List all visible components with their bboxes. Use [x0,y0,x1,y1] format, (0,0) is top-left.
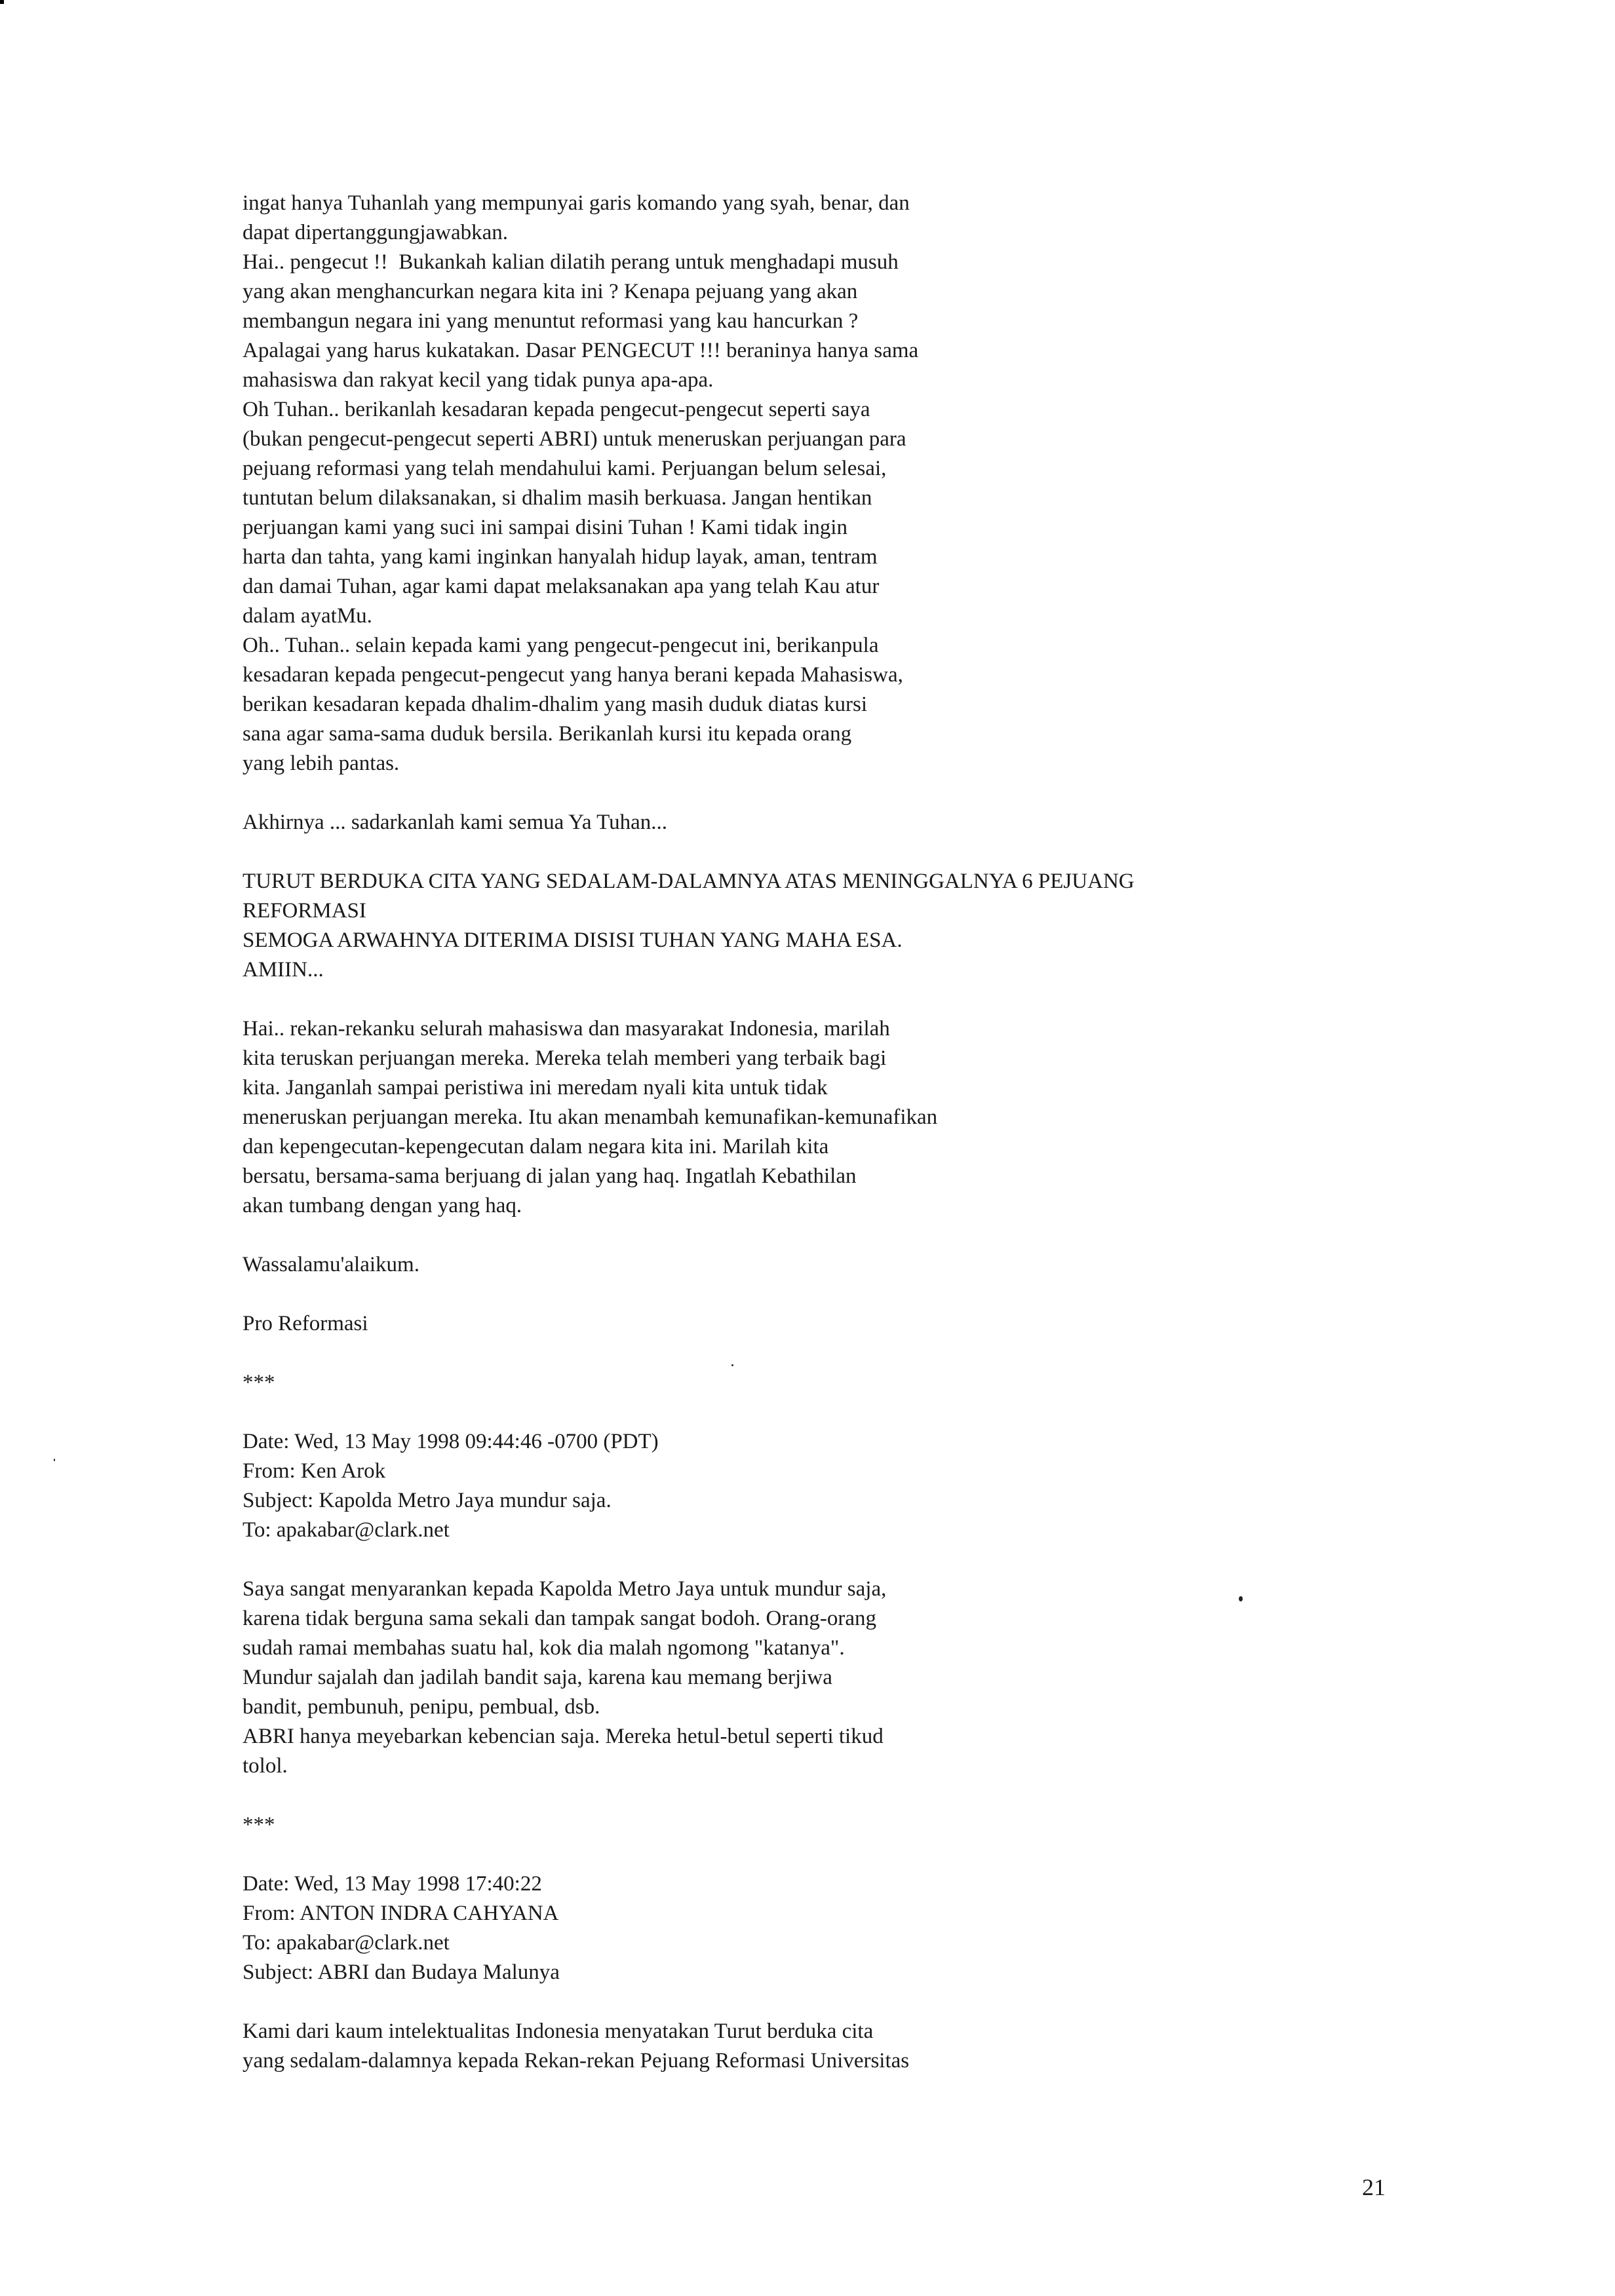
text-line: REFORMASI [243,899,366,923]
text-line: Oh.. Tuhan.. selain kepada kami yang pengecut-pengecut ini, berikanpula [243,634,879,657]
text-line: meneruskan perjuangan mereka. Itu akan menambah kemunafikan-kemunafikan [243,1105,938,1129]
text-line: TURUT BERDUKA CITA YANG SEDALAM-DALAMNYA ATAS MENINGGALNYA 6 PEJUANG [243,870,1135,893]
text-line: Date: Wed, 13 May 1998 17:40:22 [243,1872,542,1896]
text-line: karena tidak berguna sama sekali dan tampak sangat bodoh. Orang-orang [243,1607,877,1630]
paragraph-gap [243,778,1370,808]
text-line: dan kepengecutan-kepengecutan dalam negara kita ini. Marilah kita [243,1135,829,1158]
paragraph [243,1250,1370,1280]
text-line: From: ANTON INDRA CAHYANA [243,1902,559,1925]
text-line: Hai.. pengecut !! Bukankah kalian dilatih perang untuk menghadapi musuh [243,250,899,274]
paragraph [243,808,1370,837]
document-body [243,189,1370,2076]
text-line: yang akan menghancurkan negara kita ini ? Kenapa pejuang yang akan [243,280,858,303]
text-line: dan damai Tuhan, agar kami dapat melaksanakan apa yang telah Kau atur [243,575,880,598]
page-number: 21 [1362,2174,1386,2200]
paragraph-gap [243,985,1370,1014]
text-line: Pro Reformasi [243,1312,368,1335]
paragraph [243,1427,1370,1545]
text-line: kesadaran kepada pengecut-pengecut yang hanya berani kepada Mahasiswa, [243,663,903,687]
paragraph [243,1309,1370,1339]
text-line: ABRI hanya meyebarkan kebencian saja. Mereka hetul-betul seperti tikud [243,1725,884,1748]
text-line: *** [243,1813,275,1837]
paragraph-gap [243,1398,1370,1427]
text-line: dapat dipertanggungjawabkan. [243,221,509,244]
paragraph [243,1869,1370,1987]
text-line: dalam ayatMu. [243,604,372,628]
text-line: Subject: Kapolda Metro Jaya mundur saja. [243,1489,612,1512]
text-line: Kami dari kaum intelektualitas Indonesia menyatakan Turut berduka cita [243,2019,874,2043]
text-line: perjuangan kami yang suci ini sampai disini Tuhan ! Kami tidak ingin [243,516,847,539]
paragraph-gap [243,837,1370,867]
text-line: Subject: ABRI dan Budaya Malunya [243,1961,560,1984]
text-line: sana agar sama-sama duduk bersila. Berikanlah kursi itu kepada orang [243,722,852,746]
paragraph [243,1575,1370,1781]
paragraph-gap [243,1221,1370,1250]
text-line: yang sedalam-dalamnya kepada Rekan-rekan Pejuang Reformasi Universitas [243,2049,910,2073]
text-line: AMIIN... [243,958,324,982]
text-line: membangun negara ini yang menuntut reformasi yang kau hancurkan ? [243,309,859,333]
text-line: Hai.. rekan-rekanku selurah mahasiswa dan masyarakat Indonesia, marilah [243,1017,890,1041]
text-line: harta dan tahta, yang kami inginkan hanyalah hidup layak, aman, tentram [243,545,878,569]
paragraph-gap [243,1280,1370,1309]
text-line: bersatu, bersama-sama berjuang di jalan yang haq. Ingatlah Kebathilan [243,1164,857,1188]
text-line: yang lebih pantas. [243,752,400,775]
text-line: Saya sangat menyarankan kepada Kapolda Metro Jaya untuk mundur saja, [243,1577,887,1601]
paragraph [243,1368,1370,1398]
text-line: Oh Tuhan.. berikanlah kesadaran kepada pengecut-pengecut seperti saya [243,398,870,421]
text-line: kita teruskan perjuangan mereka. Mereka telah memberi yang terbaik bagi [243,1046,887,1070]
text-line: tolol. [243,1754,288,1778]
paragraph-gap [243,1339,1370,1368]
text-line: Wassalamu'alaikum. [243,1253,419,1276]
paragraph [243,1014,1370,1221]
paragraph-gap [243,1840,1370,1869]
text-line: sudah ramai membahas suatu hal, kok dia malah ngomong "katanya". [243,1636,845,1660]
text-line: To: apakabar@clark.net [243,1931,450,1955]
text-line: berikan kesadaran kepada dhalim-dhalim yang masih duduk diatas kursi [243,693,868,716]
text-line: tuntutan belum dilaksanakan, si dhalim masih berkuasa. Jangan hentikan [243,486,872,510]
paragraph-gap [243,1987,1370,2017]
text-line: Date: Wed, 13 May 1998 09:44:46 -0700 (PDT) [243,1430,659,1453]
text-line: pejuang reformasi yang telah mendahului kami. Perjuangan belum selesai, [243,457,887,480]
paragraph [243,189,1370,778]
paragraph-gap [243,1545,1370,1575]
paragraph-gap [243,1781,1370,1810]
paragraph [243,2017,1370,2076]
scan-corner-mark [0,0,4,4]
text-line: From: Ken Arok [243,1459,386,1483]
text-line: *** [243,1371,275,1394]
text-line: To: apakabar@clark.net [243,1518,450,1542]
text-line: Mundur sajalah dan jadilah bandit saja, karena kau memang berjiwa [243,1666,832,1689]
text-line: Apalagai yang harus kukatakan. Dasar PENGECUT !!! beraninya hanya sama [243,339,919,362]
paragraph [243,1810,1370,1840]
text-line: bandit, pembunuh, penipu, pembual, dsb. [243,1695,600,1719]
text-line: akan tumbang dengan yang haq. [243,1194,522,1217]
scan-speck [54,1459,55,1461]
text-line: Akhirnya ... sadarkanlah kami semua Ya Tuhan... [243,811,668,834]
text-line: (bukan pengecut-pengecut seperti ABRI) untuk meneruskan perjuangan para [243,427,906,451]
text-line: SEMOGA ARWAHNYA DITERIMA DISISI TUHAN YANG MAHA ESA. [243,928,903,952]
paragraph [243,867,1370,985]
text-line: mahasiswa dan rakyat kecil yang tidak punya apa-apa. [243,368,714,392]
text-line: ingat hanya Tuhanlah yang mempunyai garis komando yang syah, benar, dan [243,191,910,215]
text-line: kita. Janganlah sampai peristiwa ini meredam nyali kita untuk tidak [243,1076,828,1100]
